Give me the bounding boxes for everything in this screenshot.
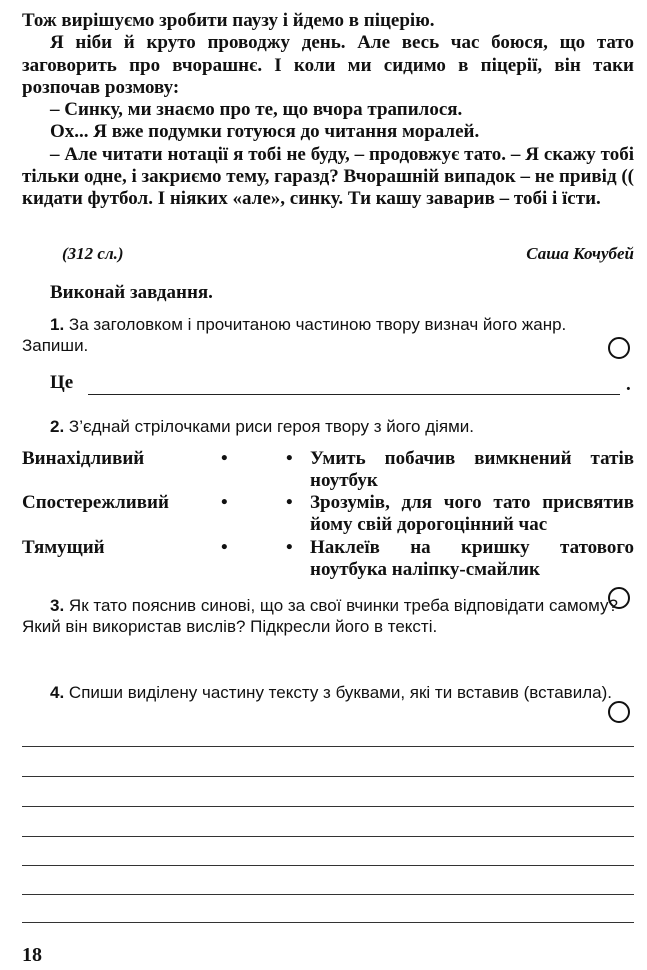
task-1-text: За заголовком і прочитаною частиною твору визнач його жанр. Запиши. — [22, 315, 567, 355]
writing-line[interactable] — [22, 806, 634, 807]
task-1-answer — [50, 372, 630, 394]
writing-line[interactable] — [22, 746, 634, 747]
task-3 — [22, 595, 634, 637]
writing-line[interactable] — [22, 776, 634, 777]
writing-line[interactable] — [22, 865, 634, 866]
trait-dot[interactable]: • — [221, 537, 228, 558]
task-3-text: Як тато пояснив синові, що за свої вчинки треба відповідати самому? Який він використав вислів? Підкресли його в тексті. — [22, 596, 618, 636]
task-4-number: 4. — [50, 683, 65, 702]
action-dot[interactable]: • — [286, 537, 293, 558]
story-paragraph: Я ніби й круто проводжу день. Але весь час боюся, що тато заговорить про вчорашнє. І коли ми сидимо в піцерії, він таки розпочав розмову: — [22, 32, 634, 98]
writing-line[interactable] — [22, 922, 634, 923]
writing-line[interactable] — [22, 894, 634, 895]
tasks-heading: Виконай завдання. — [50, 282, 213, 303]
score-circle-icon — [608, 337, 630, 359]
task-2-text: З’єднай стрілочками риси героя твору з його діями. — [68, 417, 474, 436]
page-number: 18 — [22, 944, 42, 966]
story-paragraph: – Синку, ми знаємо про те, що вчора трапилося. — [50, 99, 463, 121]
story-text — [22, 10, 634, 211]
task-2 — [22, 416, 634, 437]
task-4-text: Спиши виділену частину тексту з буквами, які ти вставив (вставила). — [68, 683, 612, 702]
trait-dot[interactable]: • — [221, 448, 228, 469]
story-paragraph: – Але читати нотації я тобі не буду, – продовжує тато. – Я скажу тобі тільки одне, і закриємо тему, гаразд? Вчорашній випадок – не привід (( кидати футбол. І ніяких «але», синку. Ти кашу заварив – тобі і їсти. — [22, 143, 634, 210]
answer-line[interactable] — [88, 394, 620, 395]
trait-label: Тямущий — [22, 537, 105, 558]
word-count: (312 сл.) — [62, 244, 124, 263]
action-label: Зрозумів, для чого тато присвятив йому свій дорогоцінний час — [310, 492, 634, 535]
trait-dot[interactable]: • — [221, 492, 228, 513]
action-label: Умить побачив вимкнений татів ноутбук — [310, 448, 634, 491]
task-1-number: 1. — [50, 315, 65, 334]
task-1 — [22, 314, 612, 356]
writing-line[interactable] — [22, 836, 634, 837]
score-circle-icon — [608, 587, 630, 609]
trait-label: Винахідливий — [22, 448, 145, 469]
story-author: Саша Кочубей — [526, 244, 634, 263]
trait-label: Спостережливий — [22, 492, 169, 513]
story-paragraph: Тож вирішуємо зробити паузу і йдемо в піцерію. — [22, 10, 435, 31]
answer-end: . — [626, 374, 631, 395]
task-3-number: 3. — [50, 596, 65, 615]
task-2-number: 2. — [50, 417, 65, 436]
action-dot[interactable]: • — [286, 448, 293, 469]
task-4 — [22, 682, 612, 703]
story-paragraph: Ох... Я вже подумки готуюся до читання моралей. — [50, 121, 480, 143]
action-dot[interactable]: • — [286, 492, 293, 513]
action-label: Наклеїв на кришку татового ноутбука наліпку-смайлик — [310, 537, 634, 580]
answer-prefix: Це — [50, 372, 74, 393]
score-circle-icon — [608, 701, 630, 723]
